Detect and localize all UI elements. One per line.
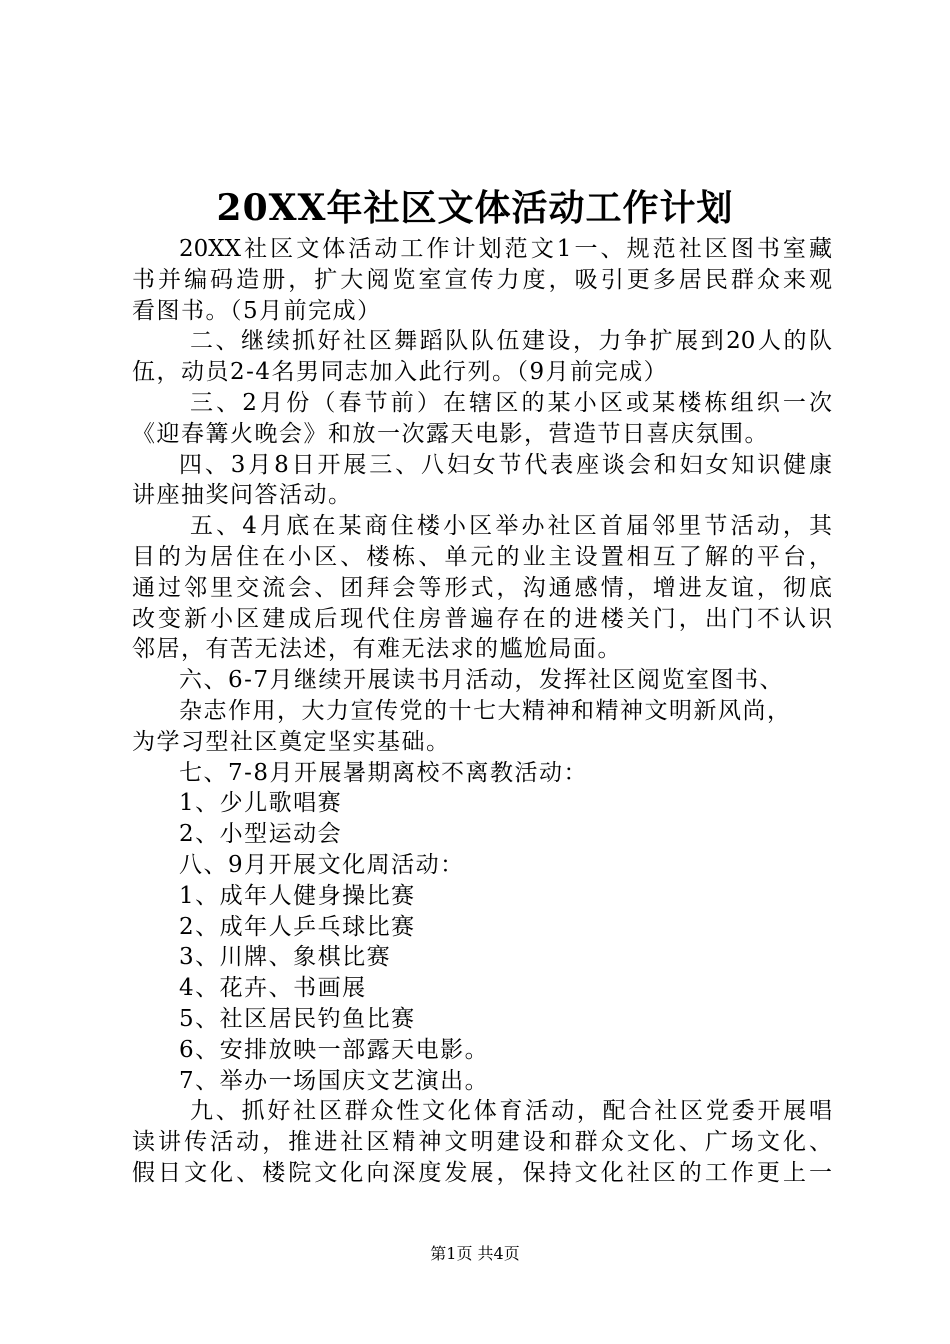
paragraph-line: 六、6-7月继续开展读书月活动，发挥社区阅览室图书、 (179, 667, 785, 694)
paragraph-line: 五、4月底在某商住楼小区举办社区首届邻里节活动，其 (190, 513, 832, 540)
paragraph-line: 《迎春篝火晚会》和放一次露天电影，营造节日喜庆氛围。 (132, 420, 769, 447)
paragraph-line: 九、抓好社区群众性文化体育活动，配合社区党委开展唱 (190, 1098, 832, 1125)
list-item: 2、成年人乒乓球比赛 (179, 913, 416, 940)
document-body (132, 234, 832, 1189)
document-title: 20XX年社区文体活动工作计划 (216, 187, 734, 229)
paragraph-line: 三、2月份（春节前）在辖区的某小区或某楼栋组织一次 (190, 389, 832, 416)
list-item: 3、川牌、象棋比赛 (179, 944, 392, 971)
list-item: 5、社区居民钓鱼比赛 (179, 1005, 416, 1032)
paragraph-line: 七、7-8月开展暑期离校不离教活动： (179, 759, 589, 786)
paragraph-line: 讲座抽奖问答活动。 (132, 482, 353, 509)
paragraph-line: 看图书。（5月前完成） (132, 297, 382, 324)
page-footer: 第1页 共4页 (430, 1244, 520, 1263)
list-item: 6、安排放映一部露天电影。 (179, 1036, 490, 1063)
paragraph-line: 假日文化、楼院文化向深度发展，保持文化社区的工作更上一 (132, 1159, 832, 1186)
paragraph-line: 杂志作用，大力宣传党的十七大精神和精神文明新风尚， (179, 697, 792, 724)
list-item: 4、花卉、书画展 (179, 975, 367, 1002)
list-item: 1、成年人健身操比赛 (179, 882, 416, 909)
paragraph-line: 通过邻里交流会、团拜会等形式，沟通感情，增进友谊，彻底 (132, 574, 832, 601)
paragraph-line: 读讲传活动，推进社区精神文明建设和群众文化、广场文化、 (132, 1129, 832, 1156)
paragraph-line: 二、继续抓好社区舞蹈队队伍建设，力争扩展到20人的队 (190, 328, 832, 355)
list-item: 2、小型运动会 (179, 821, 343, 848)
list-item: 1、少儿歌唱赛 (179, 790, 343, 817)
list-item: 7、举办一场国庆文艺演出。 (179, 1067, 490, 1094)
paragraph-line: 邻居，有苦无法述，有难无法求的尴尬局面。 (132, 636, 622, 663)
paragraph-line: 目的为居住在小区、楼栋、单元的业主设置相互了解的平台， (132, 543, 832, 570)
paragraph-line: 为学习型社区奠定坚实基础。 (132, 728, 451, 755)
paragraph-line: 改变新小区建成后现代住房普遍存在的进楼关门，出门不认识 (132, 605, 832, 632)
paragraph-line: 八、9月开展文化周活动： (179, 851, 465, 878)
paragraph-line: 书并编码造册，扩大阅览室宣传力度，吸引更多居民群众来观 (132, 266, 832, 293)
paragraph-line: 20XX社区文体活动工作计划范文1一、规范社区图书室藏 (179, 236, 832, 262)
paragraph-line: 四、3月8日开展三、八妇女节代表座谈会和妇女知识健康 (179, 451, 832, 478)
paragraph-line: 伍，动员2-4名男同志加入此行列。（9月前完成） (132, 359, 669, 386)
